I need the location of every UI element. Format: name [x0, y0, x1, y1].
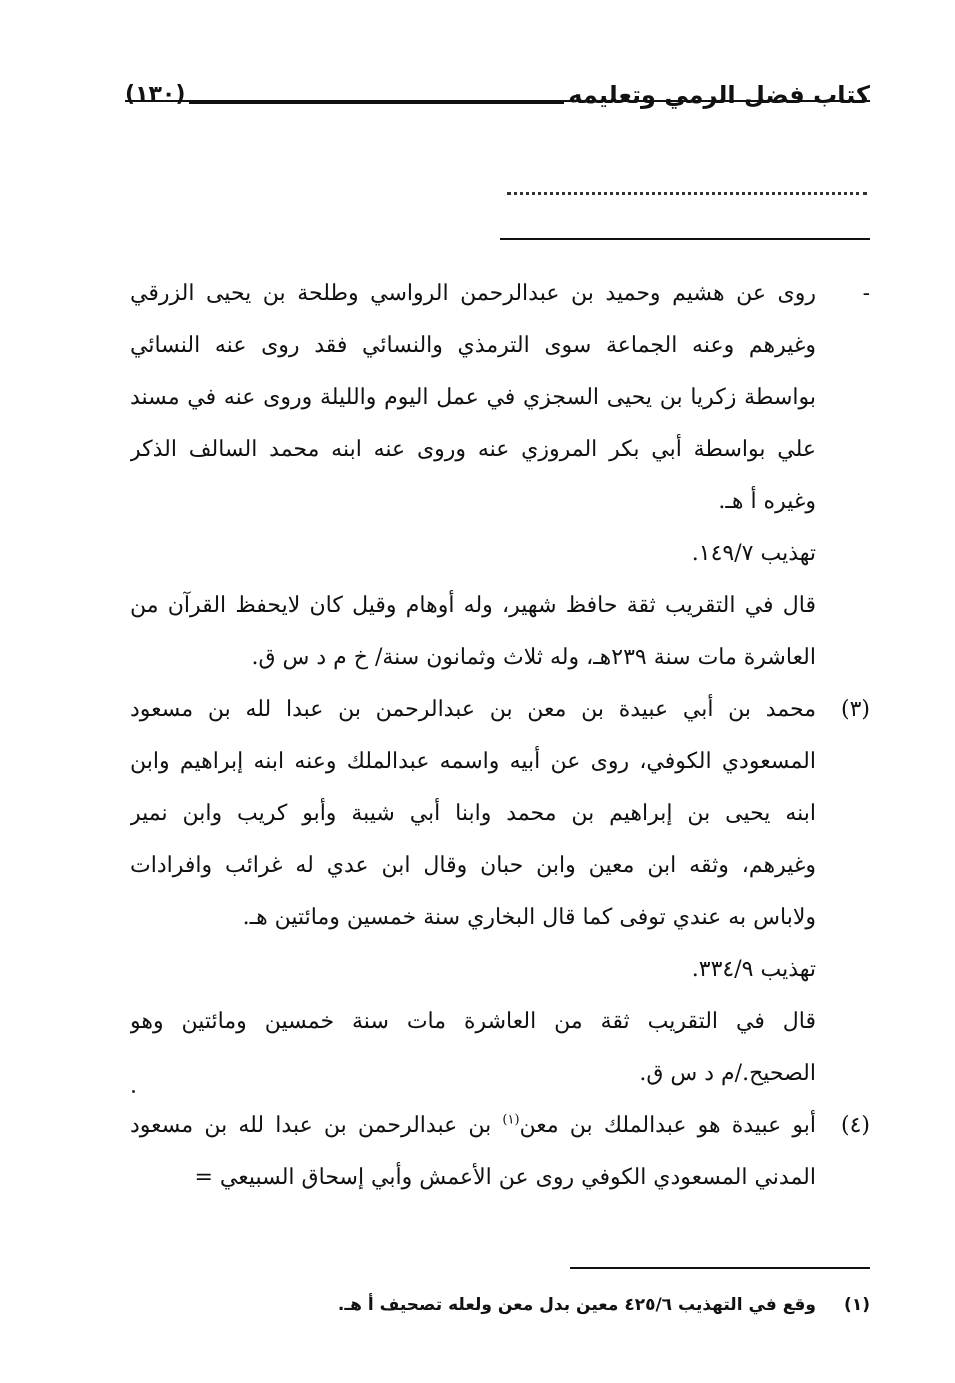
text-line: محمد بن أبي عبيدة بن معن بن عبدالرحمن بن عبدا لله بن مسعود	[130, 697, 816, 722]
text-line: علي بواسطة أبي بكر المروزي عنه وروى عنه ابنه محمد السالف الذكر	[130, 437, 816, 462]
entry-marker: (٤)	[840, 1113, 870, 1138]
text-line: تهذيب ٣٣٤/٩.	[691, 957, 816, 982]
footnote-rule	[570, 1267, 870, 1269]
main-text	[130, 268, 870, 1204]
text-line: قال في التقريب ثقة حافظ شهير، وله أوهام وقيل كان لايحفظ القرآن من	[130, 593, 816, 618]
entry-marker: -	[862, 281, 870, 306]
footnote-ref[interactable]: (١)	[502, 1112, 520, 1128]
entry-marker: (٣)	[840, 697, 870, 722]
text-line	[130, 1100, 816, 1152]
entry-3	[130, 684, 870, 996]
text-line: قال في التقريب ثقة من العاشرة مات سنة خمسين ومائتين وهو	[130, 1009, 816, 1034]
footnote-text: وقع في التهذيب ٤٢٥/٦ معين بدل معن ولعله تصحيف أ هـ.	[337, 1295, 816, 1315]
ellipsis-line	[507, 172, 867, 195]
book-title: كتاب فضل الرمي وتعليمه	[568, 81, 870, 109]
text-fragment: بن عبدالرحمن بن عبدا لله بن مسعود	[130, 1113, 503, 1138]
text-line: المسعودي الكوفي، روى عن أبيه واسمه عبدالملك وعنه ابنه إبراهيم وابن	[130, 749, 816, 774]
header-underline	[125, 100, 870, 102]
text-line: وغيرهم وعنه الجماعة سوى الترمذي والنسائي فقد روى عنه النسائي	[130, 333, 816, 358]
footnote-marker: (١)	[844, 1295, 870, 1315]
stray-mark	[132, 1090, 135, 1093]
entry-4	[130, 1100, 870, 1204]
page-header	[125, 70, 870, 110]
section-rule	[500, 238, 870, 240]
text-line: بواسطة زكريا بن يحيى السجزي في عمل اليوم والليلة وروى عنه في مسند	[130, 385, 816, 410]
text-line: الصحيح./م د س ق.	[639, 1061, 816, 1086]
text-line: روى عن هشيم وحميد بن عبدالرحمن الرواسي وطلحة بن يحيى الزرقي	[130, 281, 816, 306]
text-line: ابنه يحيى بن إبراهيم بن محمد وابنا أبي شيبة وأبو كريب وابن نمير	[130, 801, 816, 826]
page-number: (١٣٠)	[125, 82, 186, 107]
text-line: تهذيب ١٤٩/٧.	[691, 541, 816, 566]
text-fragment: أبو عبيدة هو عبدالملك بن معن	[519, 1113, 816, 1138]
text-line: العاشرة مات سنة ٢٣٩هـ، وله ثلاث وثمانون سنة/ خ م د س ق.	[251, 645, 816, 670]
text-line: المدني المسعودي الكوفي روى عن الأعمش وأبي إسحاق السبيعي =	[194, 1165, 816, 1190]
taqrib-note	[130, 580, 870, 684]
taqrib-note	[130, 996, 870, 1100]
footnote	[130, 1288, 870, 1322]
entry-continuation	[130, 268, 870, 580]
text-line: وغيرهم، وثقه ابن معين وابن حبان وقال ابن عدي له غرائب وافرادات	[130, 853, 816, 878]
text-line: ولاباس به عندي توفى كما قال البخاري سنة خمسين ومائتين هـ.	[242, 905, 816, 930]
text-line: وغيره أ هـ.	[718, 489, 816, 514]
